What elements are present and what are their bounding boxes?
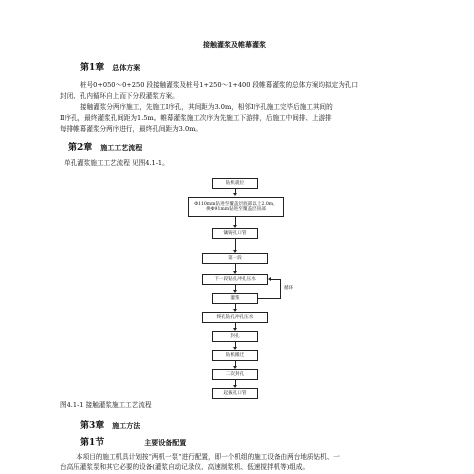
- flow-step-drilling: [188, 197, 284, 217]
- paragraph-2-line-3: 每排帷幕灌浆分两序进行，最终孔间距为3.0m。: [60, 125, 203, 133]
- flow-loop-line: [270, 279, 280, 280]
- chapter-3-heading: [80, 418, 140, 431]
- flow-step-grouting: 灌浆: [212, 293, 258, 304]
- chapter-2-title: 施工工艺流程: [100, 143, 143, 152]
- flow-step-seal-hole: 封孔: [212, 331, 258, 342]
- flow-step-first-section: 第一段: [202, 253, 268, 264]
- flow-step-drilling-line-2: 换Φ91mm钻进至覆盖层顶部: [206, 207, 266, 212]
- paragraph-1-line-2: 封闭、孔内循环自上而下分段灌浆方案。: [60, 92, 179, 100]
- flow-step-second-seal: 二次封孔: [212, 369, 258, 380]
- flow-step-next-section: 下一段钻孔冲孔压水: [202, 274, 268, 285]
- flow-step-final-hole: 终孔钻孔冲孔压水: [202, 312, 268, 323]
- flow-loop-line: [258, 298, 280, 299]
- paragraph-3-line-1: 本项目的施工机具计划按“两机一泵”进行配置，即一个机组的施工设备由两台地质钻机、一: [76, 453, 340, 461]
- paragraph-2-line-2: Ⅱ序孔，最终灌浆孔间距为1.5m。帷幕灌浆施工次序为先施工下游排，后施工中间排、上游排: [60, 114, 332, 122]
- figure-caption: 图4.1-1 接触灌浆施工工艺流程: [60, 401, 152, 409]
- chapter-2-number: 第2章: [68, 143, 93, 153]
- flow-step-rig-positioning: 钻机就位: [212, 178, 258, 189]
- paragraph-1-line-1: 桩号0+050～0+250 段接触灌浆及桩号1+250～1+400 段帷幕灌浆的总体方案均拟定为孔口: [80, 81, 359, 89]
- flow-step-drilling-line-1: Φ110mm钻进至覆盖层底部以上2.0m，: [194, 201, 278, 207]
- chapter-3-number: 第3章: [80, 421, 105, 431]
- flow-loop-label: 循环: [284, 286, 294, 291]
- section-1-heading: [80, 435, 186, 448]
- chapter-1-number: 第1章: [80, 63, 105, 73]
- section-1-number: 第1节: [80, 438, 105, 448]
- chapter-2-heading: [68, 140, 142, 153]
- chapter-3-title: 施工方法: [112, 421, 141, 430]
- flow-step-pull-pipe: 起拔孔口管: [212, 388, 258, 399]
- paragraph-3-line-2: 台高压灌浆泵和其它必要的设备(灌浆自动记录仪、高速制浆机、低速搅拌机等)组成。: [60, 463, 310, 471]
- flow-arrow: [233, 193, 237, 196]
- flow-loop-arrow: [268, 277, 271, 281]
- paragraph-2-line-1: 接触灌浆分两序施工，先施工Ⅰ序孔，其间距为3.0m，相邻Ⅰ序孔施工完毕后施工其间的: [80, 103, 333, 111]
- chapter-1-title: 总体方案: [112, 63, 141, 72]
- flow-step-orifice-pipe: 镶铸孔口管: [212, 228, 258, 239]
- chapter-1-heading: [80, 60, 140, 73]
- flow-step-rig-relocation: 钻机搬迁: [212, 350, 258, 361]
- flow-loop-line: [280, 279, 281, 299]
- document-title: 接触灌浆及帷幕灌浆: [203, 40, 266, 49]
- flow-intro-text: 单孔灌浆施工工艺流程 见图4.1-1。: [64, 159, 169, 167]
- section-1-title: 主要设备配置: [144, 438, 187, 447]
